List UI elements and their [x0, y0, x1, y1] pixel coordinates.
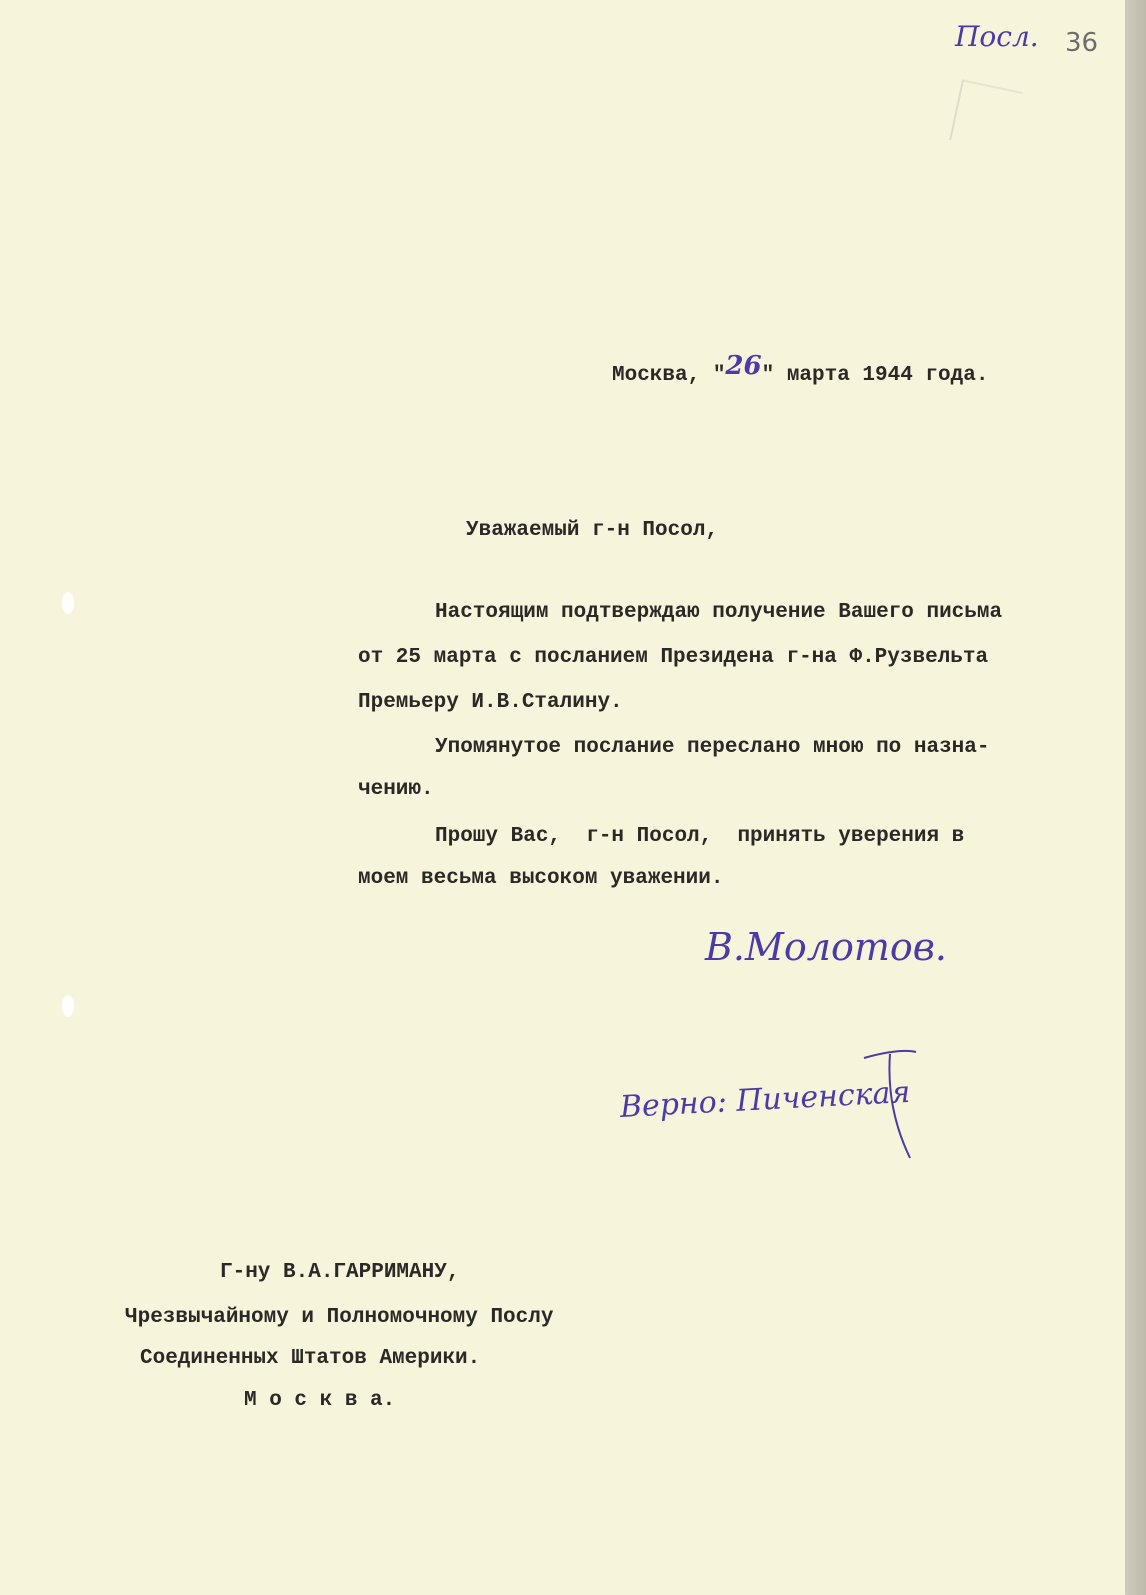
body-line-2: от 25 марта с посланием Президена г-на Ф.Рузвельта — [358, 646, 989, 669]
page-edge — [1125, 0, 1146, 1595]
signature-flourish — [860, 1048, 930, 1168]
punch-hole-bottom — [62, 995, 74, 1017]
date-day-handwritten: 26 — [725, 351, 762, 381]
salutation: Уважаемый г-н Посол, — [466, 519, 719, 542]
date-suffix: " марта 1944 года. — [761, 364, 989, 387]
folio-number: 36 — [1065, 28, 1099, 58]
date-line — [612, 351, 989, 387]
body-line-6: Прошу Вас, г-н Посол, принять уверения в — [435, 825, 965, 848]
body-line-7: моем весьма высоком уважении. — [358, 867, 724, 890]
date-prefix: Москва, " — [612, 364, 726, 387]
body-line-1: Настоящим подтверждаю получение Вашего письма — [435, 601, 1003, 624]
addressee-title: Чрезвычайному и Полномочному Послу — [125, 1306, 554, 1329]
archive-annotation: Посл. — [955, 20, 1039, 53]
addressee-name: Г-ну В.А.ГАРРИМАНУ, — [220, 1261, 460, 1284]
body-line-5: чению. — [358, 778, 434, 801]
punch-hole-top — [62, 592, 74, 614]
body-line-3: Премьеру И.В.Сталину. — [358, 691, 623, 714]
signature: В.Молотов. — [705, 925, 947, 969]
addressee-country: Соединенных Штатов Америки. — [140, 1347, 481, 1370]
addressee-city: М о с к в а. — [244, 1389, 396, 1412]
body-line-4: Упомянутое послание переслано мною по назна- — [435, 736, 990, 759]
certification-signature: Верно: Пиченская — [619, 1074, 912, 1125]
pencil-mark — [949, 79, 1023, 153]
